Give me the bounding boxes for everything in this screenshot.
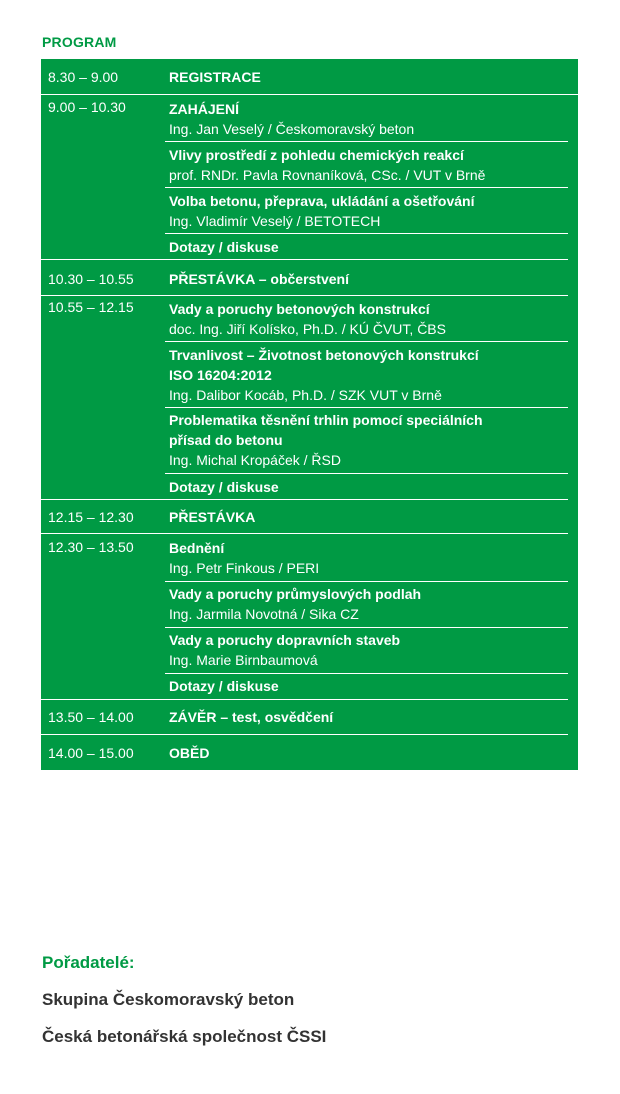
divider [165,187,568,188]
session-speaker: doc. Ing. Jiří Kolísko, Ph.D. / KÚ ČVUT, ČBS [169,321,446,337]
session-title: Problematika těsnění trhlin pomocí speciálních [169,412,483,428]
session-speaker: Ing. Petr Finkous / PERI [169,560,320,576]
divider [165,581,568,582]
session-title: Vlivy prostředí z pohledu chemických reakcí [169,147,464,163]
time-cell: 9.00 – 10.30 [48,99,126,115]
session-title-line2: přísad do betonu [169,432,283,448]
divider [41,295,568,296]
divider [165,673,568,674]
session-title: Volba betonu, přeprava, ukládání a ošetřování [169,193,475,209]
divider [165,341,568,342]
session-title: ZÁVĚR – test, osvědčení [169,709,334,725]
time-cell: 10.30 – 10.55 [48,271,134,287]
session-speaker: Ing. Jarmila Novotná / Sika CZ [169,606,359,622]
divider [165,141,568,142]
divider [41,699,568,700]
organizers-heading: Pořadatelé: [42,953,135,972]
time-cell: 12.30 – 13.50 [48,539,134,555]
divider [41,533,568,534]
session-speaker: Ing. Dalibor Kocáb, Ph.D. / SZK VUT v Brně [169,387,442,403]
session-title: ZAHÁJENÍ [169,101,240,117]
program-table [41,59,578,770]
divider [41,499,568,500]
session-speaker: prof. RNDr. Pavla Rovnaníková, CSc. / VUT v Brně [169,167,486,183]
session-title: Dotazy / diskuse [169,678,279,694]
time-cell: 13.50 – 14.00 [48,709,134,725]
session-speaker: Ing. Michal Kropáček / ŘSD [169,452,341,468]
session-title: Bednění [169,540,225,556]
time-cell: 10.55 – 12.15 [48,299,134,315]
divider [165,233,568,234]
session-title: Vady a poruchy dopravních staveb [169,632,401,648]
session-title: Vady a poruchy betonových konstrukcí [169,301,430,317]
time-cell: 12.15 – 12.30 [48,509,134,525]
session-title: OBĚD [169,745,210,761]
session-title: REGISTRACE [169,69,261,85]
divider [165,473,568,474]
session-title: Trvanlivost – Životnost betonových konstrukcí [169,347,479,363]
session-title: Dotazy / diskuse [169,479,279,495]
divider [41,94,578,95]
divider [165,407,568,408]
time-cell: 8.30 – 9.00 [48,69,119,85]
session-speaker: Ing. Vladimír Veselý / BETOTECH [169,213,381,229]
organizer-name: Česká betonářská společnost ČSSI [42,1027,327,1046]
session-speaker: Ing. Jan Veselý / Českomoravský beton [169,121,415,137]
divider [41,734,568,735]
session-title: PŘESTÁVKA – občerstvení [169,271,349,287]
divider [41,259,568,260]
divider [165,627,568,628]
organizer-name: Skupina Českomoravský beton [42,990,295,1009]
session-title: Vady a poruchy průmyslových podlah [169,586,422,602]
session-title: PŘESTÁVKA [169,509,256,525]
session-title-line2: ISO 16204:2012 [169,367,272,383]
session-title: Dotazy / diskuse [169,239,279,255]
session-speaker: Ing. Marie Birnbaumová [169,652,318,668]
time-cell: 14.00 – 15.00 [48,745,134,761]
program-heading: PROGRAM [42,34,117,50]
